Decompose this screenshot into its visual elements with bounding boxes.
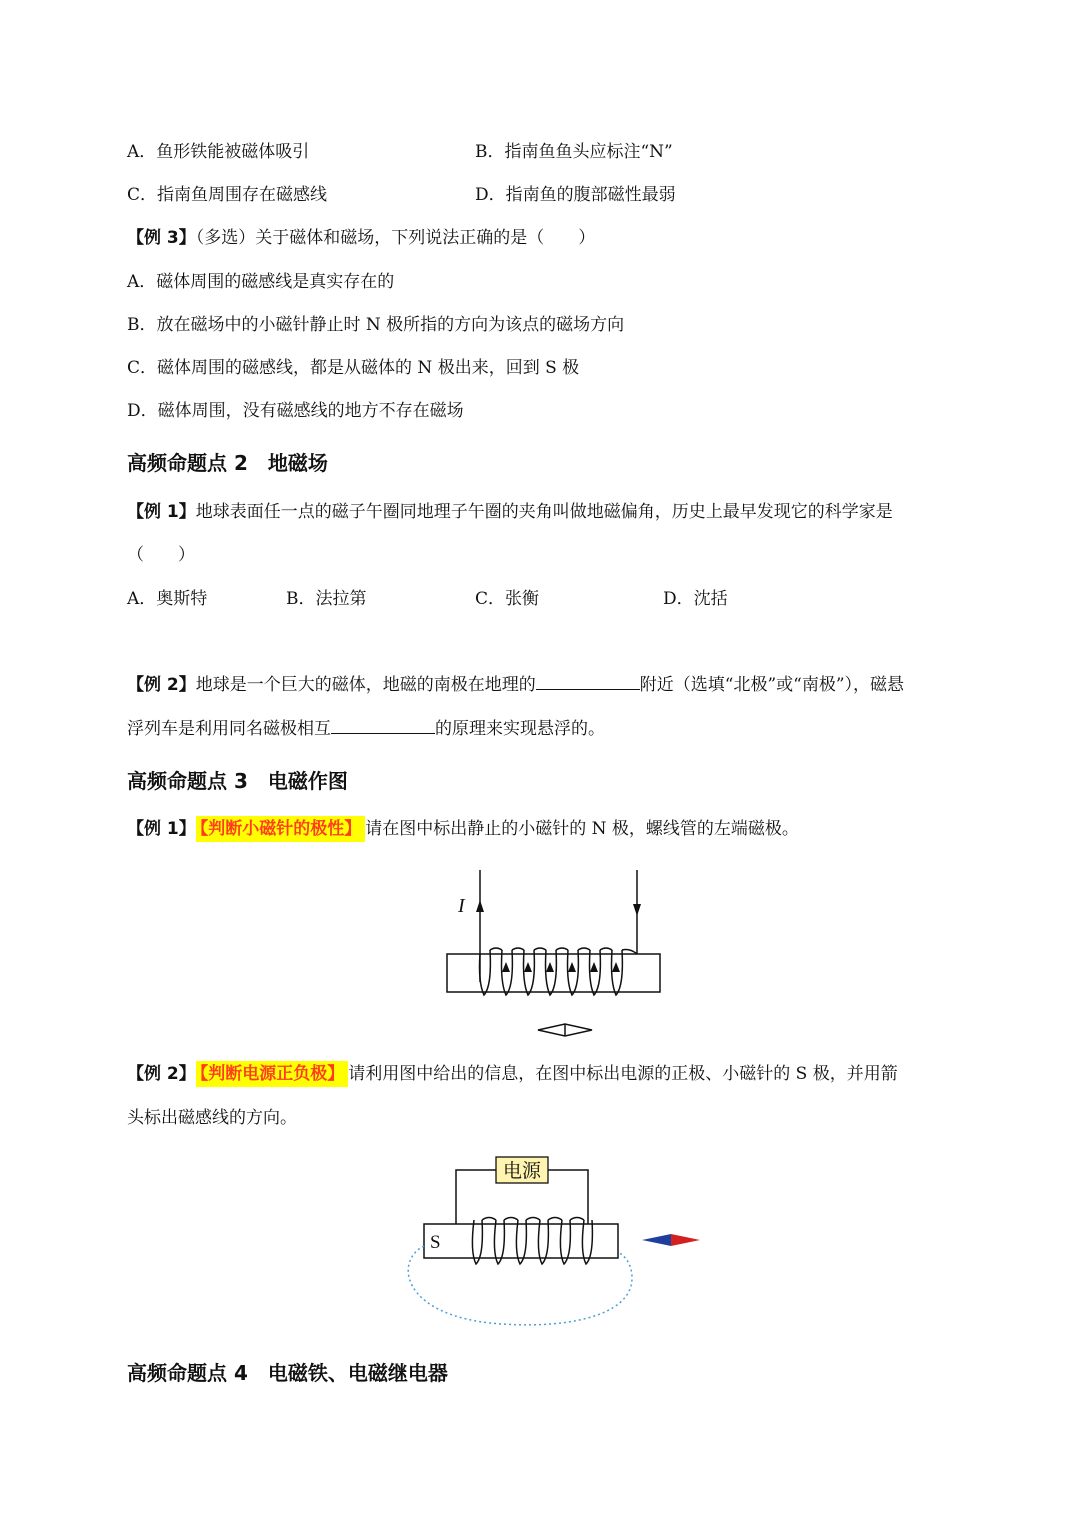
option-b: B．指南鱼鱼头应标注“N” bbox=[475, 142, 673, 162]
compass-needle bbox=[538, 1024, 592, 1036]
circuit-wire bbox=[456, 1170, 496, 1224]
current-label: I bbox=[458, 895, 465, 917]
option-a: A．磁体周围的磁感线是真实存在的 bbox=[127, 272, 395, 292]
option-a: A．奥斯特 bbox=[127, 589, 208, 609]
power-source-label: 电源 bbox=[502, 1161, 542, 1182]
option-d: D．指南鱼的腹部磁性最弱 bbox=[475, 185, 676, 205]
example-2-stem: 【例 2】地球是一个巨大的磁体，地磁的南极在地理的 附近（选填“北极”或“南极”），磁悬 bbox=[127, 675, 905, 695]
example-label: 【例 1】 bbox=[127, 502, 196, 522]
compass-needle bbox=[642, 1234, 700, 1246]
option-c: C．磁体周围的磁感线，都是从磁体的 N 极出来，回到 S 极 bbox=[127, 358, 580, 378]
example-label: 【例 2】 bbox=[127, 675, 196, 695]
current-arrow-up bbox=[476, 900, 484, 912]
option-b: B．放在磁场中的小磁针静止时 N 极所指的方向为该点的磁场方向 bbox=[127, 315, 625, 335]
solenoid-figure-1 bbox=[430, 862, 680, 1042]
answer-blank[interactable] bbox=[331, 717, 435, 734]
section-heading-2: 高频命题点 2 地磁场 bbox=[127, 451, 328, 475]
option-b: B．法拉第 bbox=[286, 589, 367, 609]
section-heading-4: 高频命题点 4 电磁铁、电磁继电器 bbox=[127, 1361, 448, 1385]
section-heading-3: 高频命题点 3 电磁作图 bbox=[127, 769, 348, 793]
example-label: 【例 2】 bbox=[127, 1064, 196, 1084]
current-arrow-down bbox=[633, 904, 641, 916]
example-label: 【例 1】 bbox=[127, 819, 196, 839]
option-c: C．张衡 bbox=[475, 589, 540, 609]
example-label: 【例 3】 bbox=[127, 228, 196, 248]
solenoid-core bbox=[424, 1224, 618, 1258]
example-2-stem-cont: 浮列车是利用同名磁极相互 的原理来实现悬浮的。 bbox=[127, 719, 605, 739]
coil-arrows bbox=[502, 962, 620, 972]
example-1-stem: 【例 1】 【判断小磁针的极性】 请在图中标出静止的小磁针的 N 极，螺线管的左端磁极。 bbox=[127, 817, 799, 841]
pole-label-s: S bbox=[430, 1232, 441, 1253]
highlight-tag: 【判断电源正负极】 bbox=[196, 1061, 349, 1087]
option-d: D．磁体周围，没有磁感线的地方不存在磁场 bbox=[127, 401, 464, 421]
answer-paren: （ ） bbox=[127, 545, 195, 565]
option-d: D．沈括 bbox=[663, 589, 728, 609]
example-1-stem: 【例 1】地球表面任一点的磁子午圈同地理子午圈的夹角叫做地磁偏角，历史上最早发现它的科学家是 bbox=[127, 502, 893, 522]
option-c: C．指南鱼周围存在磁感线 bbox=[127, 185, 328, 205]
solenoid-figure-2 bbox=[400, 1148, 710, 1338]
circuit-wire bbox=[548, 1170, 588, 1224]
example-3-stem: 【例 3】（多选）关于磁体和磁场，下列说法正确的是（ ） bbox=[127, 228, 596, 248]
highlight-tag: 【判断小磁针的极性】 bbox=[196, 816, 366, 842]
answer-blank[interactable] bbox=[536, 673, 640, 690]
option-a: A．鱼形铁能被磁体吸引 bbox=[127, 142, 310, 162]
example-2-stem-cont: 头标出磁感线的方向。 bbox=[127, 1108, 297, 1128]
example-2-stem: 【例 2】 【判断电源正负极】 请利用图中给出的信息，在图中标出电源的正极、小磁针的 S 极，并用箭 bbox=[127, 1062, 898, 1086]
